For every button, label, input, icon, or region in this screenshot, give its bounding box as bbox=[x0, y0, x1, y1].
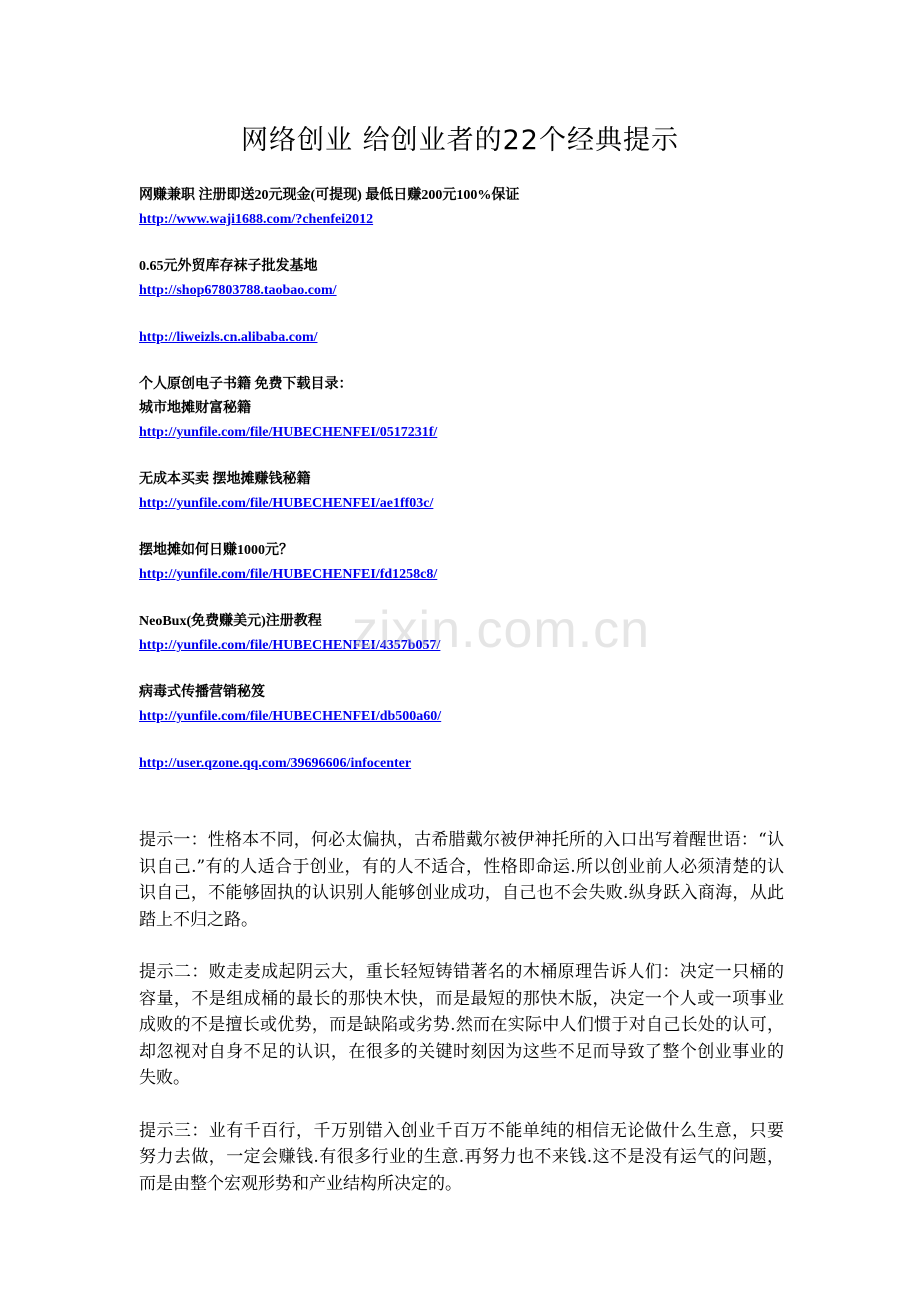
promo-link[interactable]: http://liweizls.cn.alibaba.com/ bbox=[139, 330, 318, 345]
promo-text: 网赚兼职 注册即送20元现金(可提现) 最低日赚200元100%保证 bbox=[139, 188, 520, 203]
qzone-link[interactable]: http://user.qzone.qq.com/39696606/infocenter bbox=[139, 756, 412, 771]
ebook-link[interactable]: http://yunfile.com/file/HUBECHENFEI/ae1ff03c/ bbox=[139, 496, 434, 511]
ebooks-heading: 个人原创电子书籍 免费下载目录： bbox=[139, 377, 353, 392]
document-title: 网络创业 给创业者的22个经典提示 bbox=[241, 125, 679, 156]
ebook-link[interactable]: http://yunfile.com/file/HUBECHENFEI/db500a60/ bbox=[139, 709, 442, 724]
tip-paragraph: 提示二：败走麦成起阴云大，重长轻短铸错著名的木桶原理告诉人们：决定一只桶的容量，不是组成桶的最长的那快木快，而是最短的那快木版，决定一个人或一项事业成败的不是擅长或优势，而是缺陷或劣势.然而在实际中人们惯于对自己长处的认可，却忽视对自身不足的认识，在很多的关键时刻因为这些不足而导致了整个创业事业的失败。 bbox=[139, 962, 784, 1088]
promo-link[interactable]: http://www.waji1688.com/?chenfei2012 bbox=[139, 212, 374, 227]
tip-paragraph: 提示三：业有千百行，千万别错入创业千百万不能单纯的相信无论做什么生意，只要努力去做，一定会赚钱.有很多行业的生意.再努力也不来钱.这不是没有运气的问题，而是由整个宏观形势和产业结构所决定的。 bbox=[139, 1120, 784, 1194]
ebook-title: NeoBux(免费赚美元)注册教程 bbox=[139, 614, 322, 629]
ebook-title: 病毒式传播营销秘笈 bbox=[139, 685, 265, 700]
tip-paragraph: 提示一：性格本不同，何必太偏执，古希腊戴尔被伊神托所的入口出写着醒世语：“认识自己.”有的人适合于创业，有的人不适合，性格即命运.所以创业前人必须清楚的认识自己，不能够固执的认识别人能够创业成功，自己也不会失败.纵身跃入商海，从此踏上不归之路。 bbox=[139, 830, 784, 930]
promo-text: 0.65元外贸库存袜子批发基地 bbox=[139, 259, 318, 274]
promo-link[interactable]: http://shop67803788.taobao.com/ bbox=[139, 283, 337, 298]
ebook-link[interactable]: http://yunfile.com/file/HUBECHENFEI/4357b057/ bbox=[139, 638, 441, 653]
links-section bbox=[139, 184, 799, 776]
watermark: zixin.com.cn bbox=[352, 601, 651, 659]
ebook-title: 摆地摊如何日赚1000元？ bbox=[139, 543, 293, 558]
tips-section bbox=[139, 827, 784, 1223]
ebook-link[interactable]: http://yunfile.com/file/HUBECHENFEI/0517231f/ bbox=[139, 425, 438, 440]
ebook-link[interactable]: http://yunfile.com/file/HUBECHENFEI/fd1258c8/ bbox=[139, 567, 438, 582]
ebook-title: 城市地摊财富秘籍 bbox=[139, 401, 251, 416]
ebook-title: 无成本买卖 摆地摊赚钱秘籍 bbox=[139, 472, 311, 487]
